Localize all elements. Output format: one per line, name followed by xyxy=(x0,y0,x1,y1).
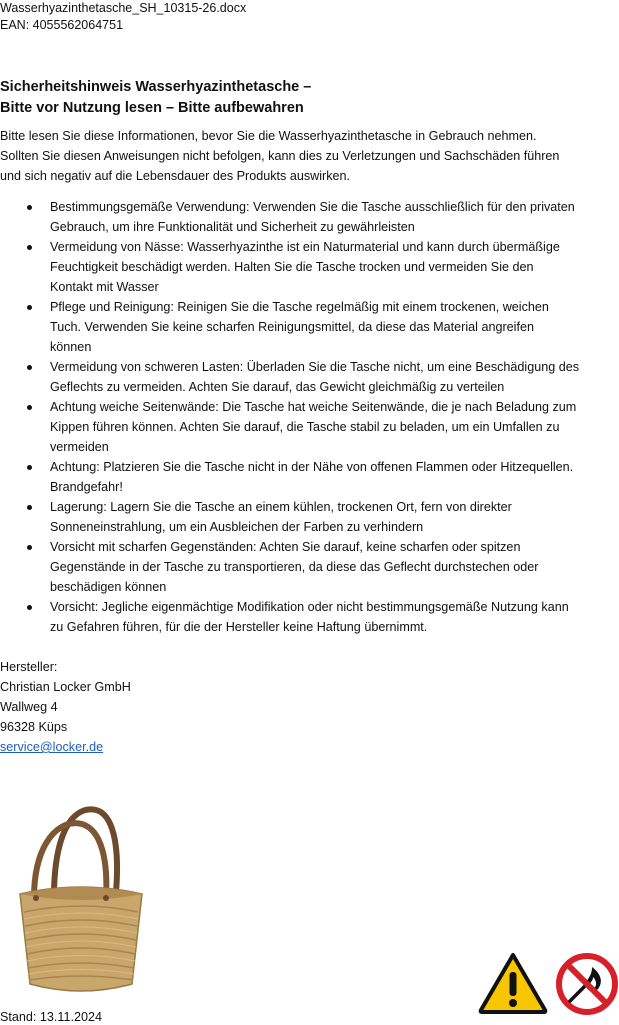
list-item-text: Pflege und Reinigung: Reinigen Sie die Tasche regelmäßig mit einem trockenen, weichen Tuch. Verwenden Sie keine scharfen Reinigungsmittel, da diese das Material angreifen können xyxy=(50,300,549,354)
list-item xyxy=(0,357,619,397)
bullet-icon xyxy=(27,545,32,550)
list-item xyxy=(0,397,619,457)
warning-triangle-icon xyxy=(478,952,548,1014)
list-item xyxy=(0,597,619,637)
page-title xyxy=(0,77,311,119)
no-open-flame-icon xyxy=(556,953,618,1015)
list-item xyxy=(0,237,619,297)
list-item-text: Achtung weiche Seitenwände: Die Tasche hat weiche Seitenwände, die je nach Beladung zum Kippen führen können. Achten Sie darauf, die Tasche stabil zu beladen, um ein Umfallen zu vermeiden xyxy=(50,400,577,454)
bullet-icon xyxy=(27,205,32,210)
bullet-icon xyxy=(27,505,32,510)
list-item xyxy=(0,537,619,597)
manufacturer-block xyxy=(0,657,131,757)
title-line-2: Bitte vor Nutzung lesen – Bitte aufbewahren xyxy=(0,100,304,116)
bullet-icon xyxy=(27,405,32,410)
document-header xyxy=(0,0,246,34)
email-link[interactable]: service@locker.de xyxy=(0,740,104,754)
bullet-icon xyxy=(27,365,32,370)
list-item-text: Vorsicht: Jegliche eigenmächtige Modifikation oder nicht bestimmungsgemäße Nutzung kann zu Gefahren führen, für die der Hersteller keine Haftung übernimmt. xyxy=(50,600,569,634)
manufacturer-street: Wallweg 4 xyxy=(0,700,58,714)
manufacturer-city: 96328 Küps xyxy=(0,720,68,734)
bullet-icon xyxy=(27,245,32,250)
file-name: Wasserhyazinthetasche_SH_10315-26.docx xyxy=(0,1,247,15)
list-item xyxy=(0,457,619,497)
list-item-text: Vorsicht mit scharfen Gegenständen: Achten Sie darauf, keine scharfen oder spitzen Gegenstände in der Tasche zu transportieren, da diese das Geflecht durchstechen oder beschädigen können xyxy=(50,540,539,594)
intro-paragraph: Bitte lesen Sie diese Informationen, bevor Sie die Wasserhyazinthetasche in Gebrauch nehmen. Sollten Sie diesen Anweisungen nicht befolgen, kann dies zu Verletzungen und Sachschäden führen und sich negativ auf die Lebensdauer des Produkts auswirken. xyxy=(0,129,560,183)
list-item xyxy=(0,197,619,237)
list-item xyxy=(0,497,619,537)
safety-list xyxy=(0,197,619,637)
manufacturer-label: Hersteller: xyxy=(0,660,58,674)
manufacturer-name: Christian Locker GmbH xyxy=(0,680,131,694)
title-line-1: Sicherheitshinweis Wasserhyazinthetasche – xyxy=(0,79,312,95)
ean-code: EAN: 4055562064751 xyxy=(0,18,124,32)
date-stamp: Stand: 13.11.2024 xyxy=(0,1010,103,1024)
bullet-icon xyxy=(27,305,32,310)
list-item-text: Achtung: Platzieren Sie die Tasche nicht in der Nähe von offenen Flammen oder Hitzequellen. Brandgefahr! xyxy=(50,460,574,494)
bullet-icon xyxy=(27,465,32,470)
list-item-text: Bestimmungsgemäße Verwendung: Verwenden Sie die Tasche ausschließlich für den privaten Gebrauch, um ihre Funktionalität und Sicherheit zu gewährleisten xyxy=(50,200,575,234)
list-item-text: Vermeidung von schweren Lasten: Überladen Sie die Tasche nicht, um eine Beschädigung des Geflechts zu vermeiden. Achten Sie darauf, das Gewicht gleichmäßig zu verteilen xyxy=(50,360,580,394)
list-item xyxy=(0,297,619,357)
list-item-text: Vermeidung von Nässe: Wasserhyazinthe ist ein Naturmaterial und kann durch übermäßige Feuchtigkeit beschädigt werden. Halten Sie die Tasche trocken und vermeiden Sie den Kontakt mit Wasser xyxy=(50,240,560,294)
basket-image xyxy=(16,802,146,997)
list-item-text: Lagerung: Lagern Sie die Tasche an einem kühlen, trockenen Ort, fern von direkter Sonneneinstrahlung, um ein Ausbleichen der Farben zu verhindern xyxy=(50,500,512,534)
bullet-icon xyxy=(27,605,32,610)
